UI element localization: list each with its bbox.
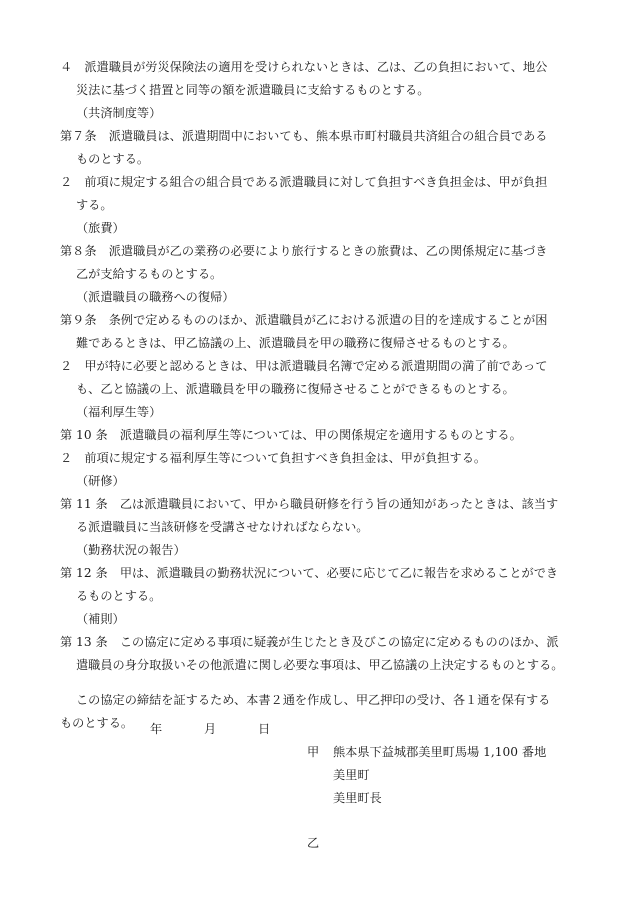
article-9-para-2-line-1: ２ 甲が特に必要と認めるときは、甲は派遣職員名簿で定める派遣期間の満了前であって (60, 359, 548, 373)
article-8-line-1: 第８条 派遣職員が乙の業務の必要により旅行するときの旅費は、乙の関係規定に基づき (60, 244, 548, 258)
article-8-line-2: 乙が支給するものとする。 (76, 267, 223, 281)
article-9-line-1: 第９条 条例で定めるもののほか、派遣職員が乙における派遣の目的を達成することが困 (60, 313, 548, 327)
article-7-line-1: 第７条 派遣職員は、派遣期間中においても、熊本県市町村職員共済組合の組合員である (60, 129, 548, 143)
party-a-label: 甲 (307, 745, 320, 759)
date-year: 年 (150, 722, 163, 736)
article-7-para-2-line-2: する。 (76, 198, 113, 212)
heading-welfare: （福利厚生等） (76, 405, 162, 419)
closing-statement-line-1: この協定の締結を証するため、本書２通を作成し、甲乙押印の受け、各１通を保有する (76, 693, 551, 707)
article-12-line-1: 第 12 条 甲は、派遣職員の勤務状況について、必要に応じて乙に報告を求めることができ (60, 566, 559, 580)
article-7-line-2: ものとする。 (76, 152, 150, 166)
heading-training: （研修） (76, 474, 125, 488)
heading-return-to-duty: （派遣職員の職務への復帰） (76, 290, 235, 304)
party-a-title: 美里町長 (333, 791, 382, 805)
article-12-line-2: るものとする。 (76, 589, 162, 603)
clause-4-line-2: 災法に基づく措置と同等の額を派遣職員に支給するものとする。 (76, 83, 430, 97)
date-day: 日 (258, 722, 271, 736)
party-b-label: 乙 (307, 836, 320, 850)
article-9-line-2: 難であるときは、甲乙協議の上、派遣職員を甲の職務に復帰させるものとする。 (76, 336, 515, 350)
article-9-para-2-line-2: も、乙と協議の上、派遣職員を甲の職務に復帰させることができるものとする。 (76, 382, 515, 396)
article-13-line-1: 第 13 条 この協定に定める事項に疑義が生じたとき及びこの協定に定めるもののほか、派 (60, 635, 559, 649)
clause-4-line-1: ４ 派遣職員が労災保険法の適用を受けられないときは、乙は、乙の負担において、地公 (60, 60, 548, 74)
closing-statement-line-2: ものとする。 (60, 716, 134, 730)
article-10-para-2: ２ 前項に規定する福利厚生等について負担すべき負担金は、甲が負担する。 (60, 451, 487, 465)
party-a-address: 熊本県下益城郡美里町馬場 1,100 番地 (333, 745, 547, 759)
article-13-line-2: 遣職員の身分取扱いその他派遣に関し必要な事項は、甲乙協議の上決定するものとする。 (76, 658, 564, 672)
heading-mutual-aid: （共済制度等） (76, 106, 162, 120)
date-month: 月 (204, 722, 217, 736)
article-11-line-2: る派遣職員に当該研修を受講させなければならない。 (76, 520, 369, 534)
article-11-line-1: 第 11 条 乙は派遣職員において、甲から職員研修を行う旨の通知があったときは、該当す (60, 497, 559, 511)
heading-travel-expenses: （旅費） (76, 221, 125, 235)
heading-supplementary: （補則） (76, 612, 125, 626)
article-10-line-1: 第 10 条 派遣職員の福利厚生等については、甲の関係規定を適用するものとする。 (60, 428, 522, 442)
heading-work-report: （勤務状況の報告） (76, 543, 186, 557)
party-a-name: 美里町 (333, 768, 370, 782)
article-7-para-2-line-1: ２ 前項に規定する組合の組合員である派遣職員に対して負担すべき負担金は、甲が負担 (60, 175, 548, 189)
